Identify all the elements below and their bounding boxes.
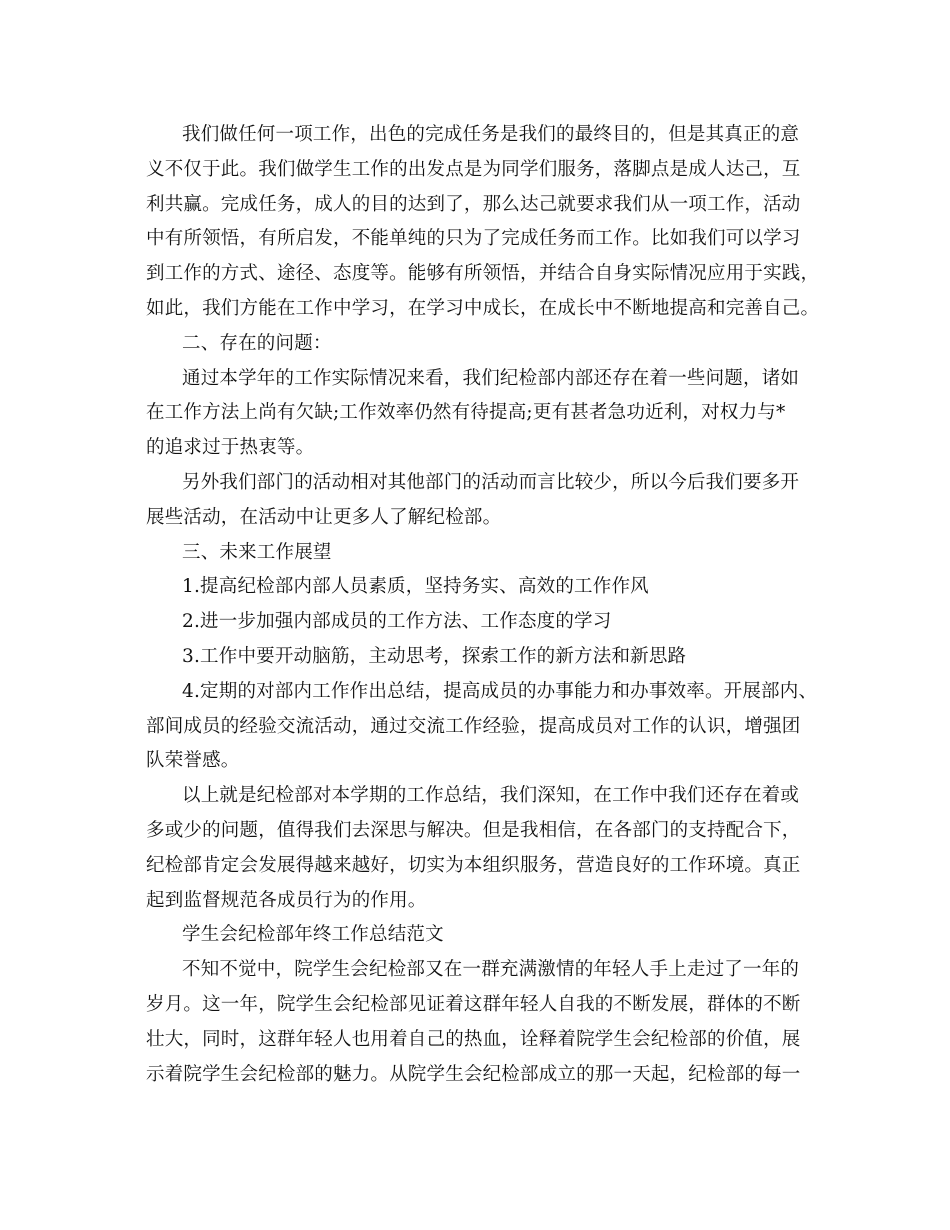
text-line: 4.定期的对部内工作作出总结，提高成员的办事能力和办事效率。开展部内、 — [182, 680, 818, 702]
text-line: 学生会纪检部年终工作总结范文 — [182, 924, 444, 946]
text-line: 2.进一步加强内部成员的工作方法、工作态度的学习 — [182, 611, 612, 633]
text-line: 利共赢。完成任务，成人的目的达到了，那么达己就要求我们从一项工作，活动 — [146, 193, 801, 215]
text-line: 中有所领悟，有所启发，不能单纯的只为了完成任务而工作。比如我们可以学习 — [146, 228, 801, 250]
text-line: 的追求过于热衷等。 — [146, 437, 315, 459]
text-line: 二、存在的问题： — [182, 332, 332, 354]
text-line: 3.工作中要开动脑筋，主动思考，探索工作的新方法和新思路 — [182, 645, 687, 667]
text-line: 通过本学年的工作实际情况来看，我们纪检部内部还存在着一些问题，诸如 — [182, 367, 800, 389]
text-line: 多或少的问题，值得我们去深思与解决。但是我相信，在各部门的支持配合下， — [146, 819, 801, 841]
text-line: 示着院学生会纪检部的魅力。从院学生会纪检部成立的那一天起，纪检部的每一 — [146, 1063, 801, 1085]
text-line: 岁月。这一年，院学生会纪检部见证着这群年轻人自我的不断发展，群体的不断 — [146, 993, 801, 1015]
text-line: 另外我们部门的活动相对其他部门的活动而言比较少，所以今后我们要多开 — [182, 471, 800, 493]
text-line: 到工作的方式、途径、态度等。能够有所领悟，并结合自身实际情况应用于实践， — [146, 263, 820, 285]
text-line: 不知不觉中，院学生会纪检部又在一群充满激情的年轻人手上走过了一年的 — [182, 959, 800, 981]
text-line: 纪检部肯定会发展得越来越好，切实为本组织服务，营造良好的工作环境。真正 — [146, 854, 801, 876]
text-line: 1.提高纪检部内部人员素质，坚持务实、高效的工作作风 — [182, 576, 649, 598]
document-body — [146, 118, 820, 1092]
text-line: 展些活动，在活动中让更多人了解纪检部。 — [146, 506, 502, 528]
text-line: 义不仅于此。我们做学生工作的出发点是为同学们服务，落脚点是成人达己，互 — [146, 158, 801, 180]
text-line: 部间成员的经验交流活动，通过交流工作经验，提高成员对工作的认识，增强团 — [146, 715, 801, 737]
text-line: 如此，我们方能在工作中学习，在学习中成长，在成长中不断地提高和完善自己。 — [146, 297, 820, 319]
text-line: 起到监督规范各成员行为的作用。 — [146, 889, 427, 911]
text-line: 在工作方法上尚有欠缺;工作效率仍然有待提高;更有甚者急功近利，对权力与* — [146, 402, 786, 424]
text-line: 以上就是纪检部对本学期的工作总结，我们深知，在工作中我们还存在着或 — [182, 785, 800, 807]
text-line: 三、未来工作展望 — [182, 541, 332, 563]
text-line: 我们做任何一项工作，出色的完成任务是我们的最终目的，但是其真正的意 — [182, 124, 800, 145]
text-line: 壮大，同时，这群年轻人也用着自己的热血，诠释着院学生会纪检部的价值，展 — [146, 1028, 801, 1050]
text-line: 队荣誉感。 — [146, 750, 240, 772]
